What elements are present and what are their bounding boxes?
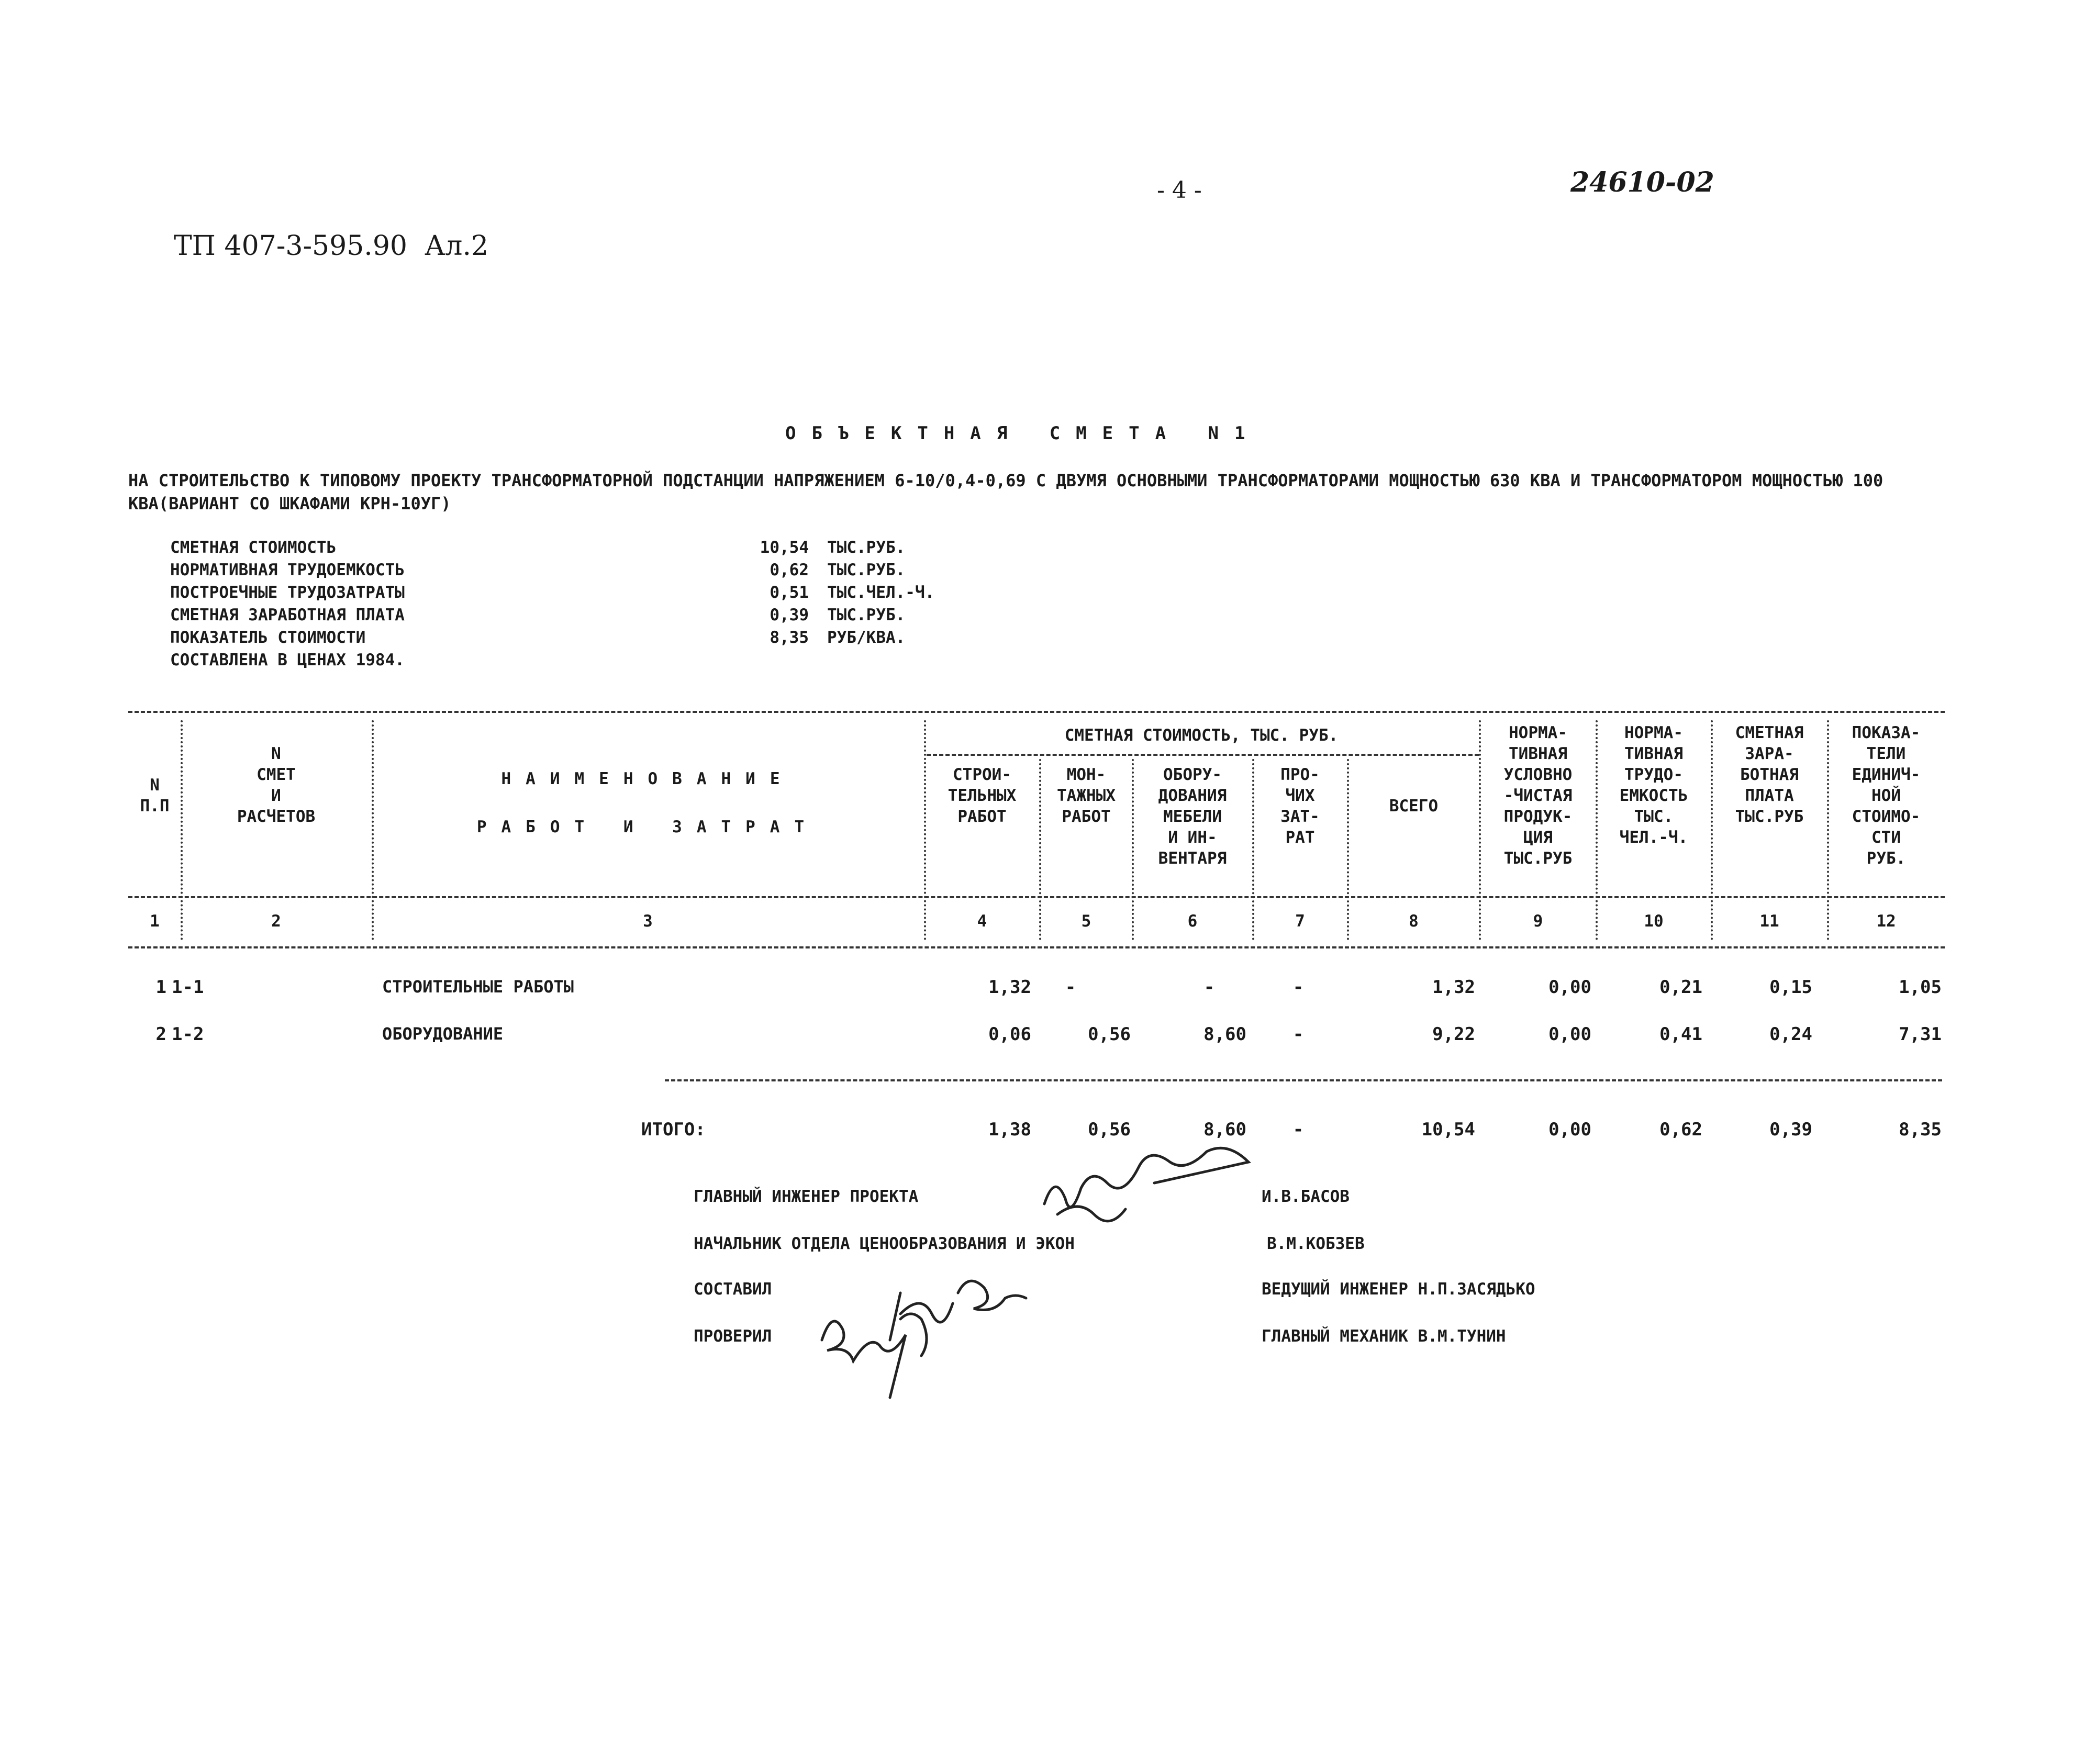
colnum: 12 [1876, 912, 1896, 931]
chief-engineer-name: И.В.БАСОВ [1262, 1187, 1350, 1206]
row-norm-trud: 0,41 [1659, 1024, 1702, 1045]
header-name-line1: НАИМЕНОВАНИЕ [501, 769, 795, 788]
row-smeta: 1-1 [172, 977, 204, 998]
row-zarplata: 0,24 [1769, 1024, 1812, 1045]
checked-label: ПРОВЕРИЛ [694, 1327, 772, 1346]
row-prochie: - [1292, 1024, 1304, 1045]
header-pokazatel: ПОКАЗА- ТЕЛИ ЕДИНИЧ- НОЙ СТОИМО- СТИ РУБ. [1852, 723, 1921, 868]
total-norm-usl: 0,00 [1548, 1119, 1591, 1140]
signature-checked [822, 1314, 927, 1398]
colnum: 2 [271, 912, 281, 931]
row-norm-usl: 0,00 [1548, 977, 1591, 998]
header-num: N П.П [140, 776, 170, 816]
row-name: СТРОИТЕЛЬНЫЕ РАБОТЫ [382, 977, 574, 997]
header-oborud: ОБОРУ- ДОВАНИЯ МЕБЕЛИ И ИН- ВЕНТАРЯ [1158, 765, 1227, 868]
total-pokazatel: 8,35 [1899, 1119, 1942, 1140]
colnum: 7 [1295, 912, 1305, 931]
document-subtitle: НА СТРОИТЕЛЬСТВО К ТИПОВОМУ ПРОЕКТУ ТРАНСФОРМАТОРНОЙ ПОДСТАНЦИИ НАПРЯЖЕНИЕМ 6-10/0,4-0,69 С ДВУМЯ ОСНОВНЫМИ ТРАНСФОРМАТОРАМИ МОЩНОСТЬЮ 630 КВА И ТРАНСФОРМАТОРОМ МОЩНОСТЬЮ 100 КВА(ВАРИАНТ СО ШКАФАМИ КРН-10УГ) [128, 471, 1883, 513]
row-montazh: 0,56 [1088, 1024, 1131, 1045]
checked-by: ГЛАВНЫЙ МЕХАНИК В.М.ТУНИН [1262, 1327, 1506, 1346]
summary-label: СМЕТНАЯ СТОИМОСТЬ [170, 538, 337, 557]
dept-head-title: НАЧАЛЬНИК ОТДЕЛА ЦЕНООБРАЗОВАНИЯ И ЭКОН [694, 1234, 1075, 1253]
colnum: 5 [1081, 912, 1091, 931]
row-pokazatel: 1,05 [1899, 977, 1942, 998]
total-oborud: 8,60 [1203, 1119, 1246, 1140]
colnum: 3 [643, 912, 653, 931]
summary-unit: ТЫС.ЧЕЛ.-Ч. [827, 583, 935, 602]
header-stroi: СТРОИ- ТЕЛЬНЫХ РАБОТ [948, 765, 1017, 826]
total-stroi: 1,38 [988, 1119, 1031, 1140]
header-cost-group: СМЕТНАЯ СТОИМОСТЬ, ТЫС. РУБ. [1064, 726, 1339, 745]
row-norm-trud: 0,21 [1659, 977, 1702, 998]
header-smeta: N СМЕТ И РАСЧЕТОВ [237, 744, 316, 826]
summary-label: ПОКАЗАТЕЛЬ СТОИМОСТИ [170, 628, 366, 647]
dept-head-name: В.М.КОБЗЕВ [1267, 1234, 1365, 1253]
document-code: 24610-02 [1570, 166, 1714, 198]
document-title: ОБЪЕКТНАЯ СМЕТА N1 [785, 423, 1261, 444]
compiled-by: ВЕДУЩИЙ ИНЖЕНЕР Н.П.ЗАСЯДЬКО [1262, 1280, 1535, 1299]
header-name-line2: РАБОТ И ЗАТРАТ [476, 818, 819, 836]
signature-basov-flourish [1057, 1207, 1125, 1221]
summary-label: СОСТАВЛЕНА В ЦЕНАХ 1984. [170, 651, 405, 669]
summary-value: 0,51 [770, 583, 809, 602]
summary-unit: ТЫС.РУБ. [827, 606, 906, 624]
colnum: 9 [1533, 912, 1543, 931]
row-prochie: - [1292, 977, 1304, 998]
row-stroi: 1,32 [988, 977, 1031, 998]
colnum: 1 [150, 912, 160, 931]
header-vsego: ВСЕГО [1389, 797, 1439, 816]
colnum: 10 [1644, 912, 1664, 931]
total-vsego: 10,54 [1421, 1119, 1475, 1140]
header-norm-trud: НОРМА- ТИВНАЯ ТРУДО- ЕМКОСТЬ ТЫС. ЧЕЛ.-Ч. [1619, 723, 1688, 847]
row-zarplata: 0,15 [1769, 977, 1812, 998]
row-oborud: 8,60 [1203, 1024, 1246, 1045]
signature-basov [1044, 1148, 1249, 1207]
signature-compiled [890, 1281, 1026, 1340]
row-pokazatel: 7,31 [1899, 1024, 1942, 1045]
row-name: ОБОРУДОВАНИЕ [382, 1024, 504, 1044]
chief-engineer-title: ГЛАВНЫЙ ИНЖЕНЕР ПРОЕКТА [694, 1187, 919, 1206]
summary-unit: ТЫС.РУБ. [827, 561, 906, 579]
row-montazh: - [1065, 977, 1076, 998]
summary-value: 10,54 [760, 538, 809, 557]
total-norm-trud: 0,62 [1659, 1119, 1702, 1140]
colnum: 11 [1759, 912, 1779, 931]
total-zarplata: 0,39 [1769, 1119, 1812, 1140]
total-prochie: - [1292, 1119, 1304, 1140]
header-prochie: ПРО- ЧИХ ЗАТ- РАТ [1280, 765, 1320, 847]
colnum: 4 [977, 912, 987, 931]
page-number: - 4 - [1157, 177, 1202, 204]
total-label: ИТОГО: [641, 1119, 706, 1140]
summary-unit: РУБ/КВА. [827, 628, 906, 647]
row-num: 1 [155, 977, 166, 998]
summary-value: 0,39 [770, 606, 809, 624]
summary-value: 8,35 [770, 628, 809, 647]
summary-unit: ТЫС.РУБ. [827, 538, 906, 557]
row-vsego: 9,22 [1432, 1024, 1475, 1045]
row-stroi: 0,06 [988, 1024, 1031, 1045]
summary-label: ПОСТРОЕЧНЫЕ ТРУДОЗАТРАТЫ [170, 583, 405, 602]
document-reference: ТП 407-3-595.90 Ал.2 [174, 230, 489, 262]
row-num: 2 [155, 1024, 166, 1045]
header-norm-usl: НОРМА- ТИВНАЯ УСЛОВНО -ЧИСТАЯ ПРОДУК- ЦИЯ ТЫС.РУБ [1503, 723, 1573, 868]
row-norm-usl: 0,00 [1548, 1024, 1591, 1045]
row-oborud: - [1203, 977, 1215, 998]
summary-label: НОРМАТИВНАЯ ТРУДОЕМКОСТЬ [170, 561, 405, 579]
compiled-label: СОСТАВИЛ [694, 1280, 772, 1299]
colnum: 8 [1409, 912, 1419, 931]
colnum: 6 [1187, 912, 1198, 931]
row-smeta: 1-2 [172, 1024, 204, 1045]
row-vsego: 1,32 [1432, 977, 1475, 998]
summary-label: СМЕТНАЯ ЗАРАБОТНАЯ ПЛАТА [170, 606, 405, 624]
header-zarplata: СМЕТНАЯ ЗАРА- БОТНАЯ ПЛАТА ТЫС.РУБ [1735, 723, 1804, 826]
summary-value: 0,62 [770, 561, 809, 579]
header-montazh: МОН- ТАЖНЫХ РАБОТ [1057, 765, 1116, 826]
total-montazh: 0,56 [1088, 1119, 1131, 1140]
